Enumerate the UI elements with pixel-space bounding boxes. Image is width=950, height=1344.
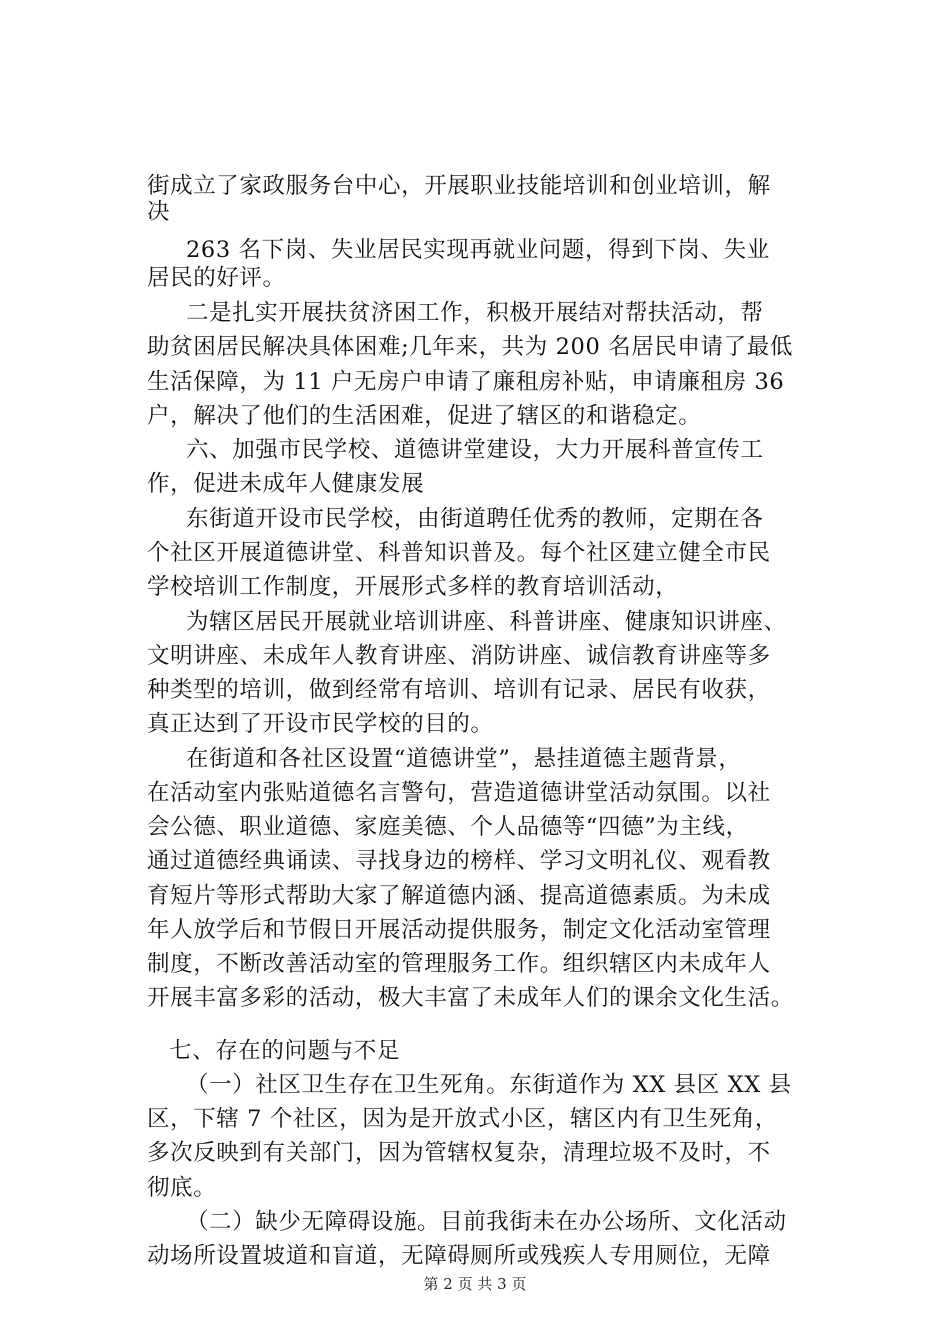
section-heading: 七、存在的问题与不足 <box>169 1038 401 1064</box>
text-line: 居民的好评。 <box>147 265 286 291</box>
text-line: 制度，不断改善活动室的管理服务工作。组织辖区内未成年人 <box>147 951 771 977</box>
text-line: 生活保障，为 11 户无房户申请了廉租房补贴，申请廉租房 36 <box>147 369 785 395</box>
text-line: 文明讲座、未成年人教育讲座、消防讲座、诚信教育讲座等多 <box>147 643 771 669</box>
text-line: 街成立了家政服务台中心，开展职业技能培训和创业培训，解 <box>147 173 771 199</box>
text-line: 育短片等形式帮助大家了解道德内涵、提高道德素质。为未成 <box>147 883 771 909</box>
text-line: 在街道和各社区设置“道德讲堂”，悬挂道德主题背景， <box>186 746 742 772</box>
text-line: 263 名下岗、失业居民实现再就业问题，得到下岗、失业 <box>186 237 770 263</box>
text-line: 动场所设置坡道和盲道，无障碍厕所或残疾人专用厕位，无障 <box>147 1243 771 1269</box>
section-heading: 作，促进未成年人健康发展 <box>147 471 425 497</box>
text-line: 会公德、职业道德、家庭美德、个人品德等“四德”为主线， <box>147 814 749 840</box>
text-line: （一）社区卫生存在卫生死角。东街道作为 XX 县区 XX 县 <box>186 1072 792 1098</box>
text-line: 决 <box>147 199 171 225</box>
text-line: 学校培训工作制度，开展形式多样的教育培训活动， <box>147 574 679 600</box>
text-line: 个社区开展道德讲堂、科普知识普及。每个社区建立健全市民 <box>147 540 771 566</box>
text-line: （二）缺少无障碍设施。目前我街未在办公场所、文化活动 <box>186 1209 787 1235</box>
text-line: 通过道德经典诵读、寻找身边的榜样、学习文明礼仪、观看教 <box>147 848 771 874</box>
text-line: 二是扎实开展扶贫济困工作，积极开展结对帮扶活动，帮 <box>186 300 764 326</box>
text-line: 户，解决了他们的生活困难，促进了辖区的和谐稳定。 <box>147 403 702 429</box>
page-number-footer: 第 2 页 共 3 页 <box>423 1275 527 1293</box>
text-line: 助贫困居民解决具体困难;几年来，共为 200 名居民申请了最低 <box>147 334 793 360</box>
section-heading: 六、加强市民学校、道德讲堂建设，大力开展科普宣传工 <box>186 437 764 463</box>
text-line: 年人放学后和节假日开展活动提供服务，制定文化活动室管理 <box>147 917 771 943</box>
text-line: 东街道开设市民学校，由街道聘任优秀的教师，定期在各 <box>186 506 764 532</box>
text-line: 开展丰富多彩的活动，极大丰富了未成年人们的课余文化生活。 <box>147 985 794 1011</box>
text-line: 种类型的培训，做到经常有培训、培训有记录、居民有收获， <box>147 677 771 703</box>
text-line: 区，下辖 7 个社区，因为是开放式小区，辖区内有卫生死角， <box>147 1106 779 1132</box>
text-line: 在活动室内张贴道德名言警句，营造道德讲堂活动氛围。以社 <box>147 780 771 806</box>
text-line: 彻底。 <box>147 1175 217 1201</box>
text-line: 多次反映到有关部门，因为管辖权复杂，清理垃圾不及时，不 <box>147 1140 771 1166</box>
text-line: 真正达到了开设市民学校的目的。 <box>147 711 494 737</box>
text-line: 为辖区居民开展就业培训讲座、科普讲座、健康知识讲座、 <box>186 609 787 635</box>
